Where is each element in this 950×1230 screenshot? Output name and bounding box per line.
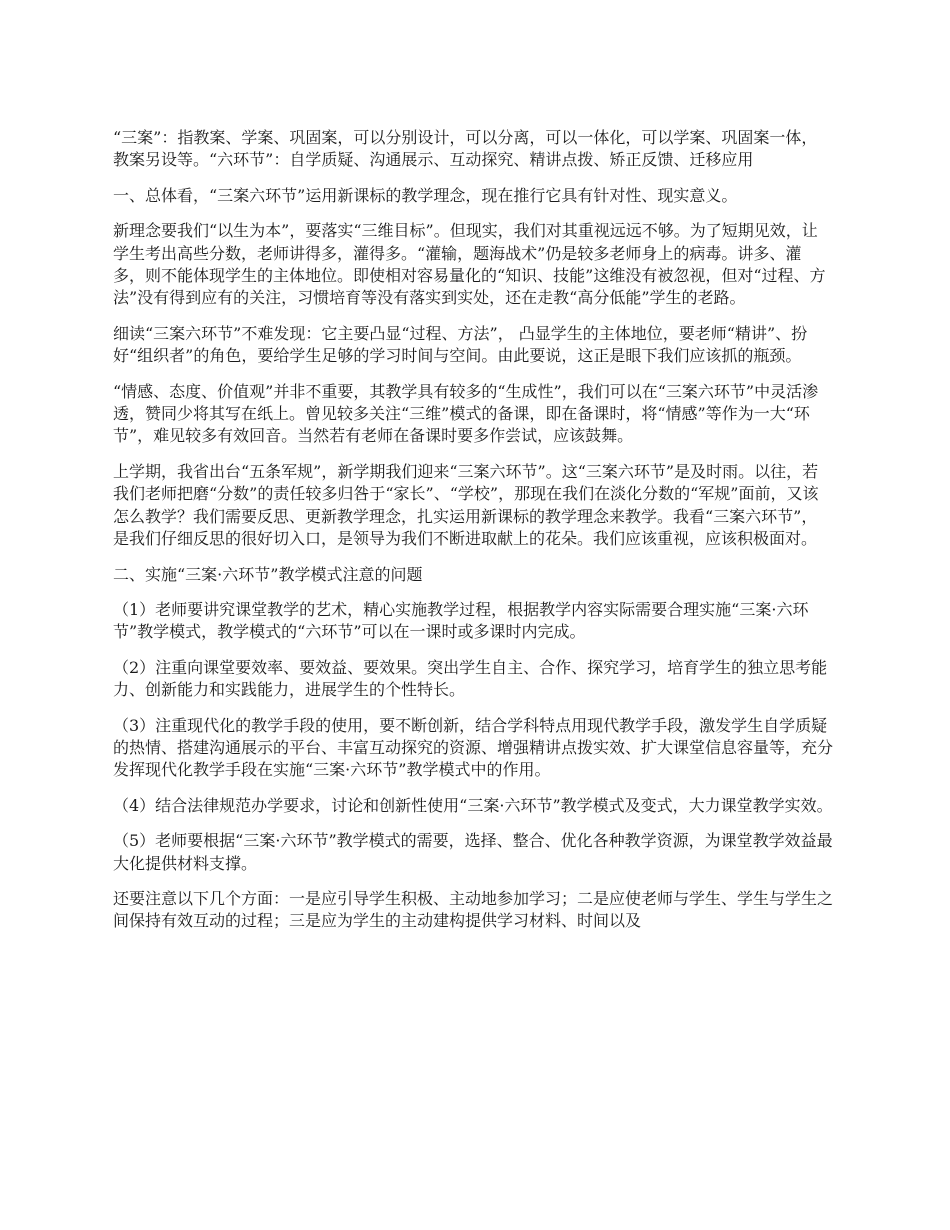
document-body — [113, 127, 833, 946]
paragraph-emotion-attitude: “情感、态度、价值观”并非不重要，其教学具有较多的“生成性”，我们可以在“三案六环节”中灵活渗透，赞同少将其写在纸上。曾见较多关注“三维”模式的备课，即在备课时，将“情感”等作为一大“环节”，难见较多有效回音。当然若有老师在备课时要多作尝试，应该鼓舞。 — [113, 381, 819, 446]
list-item-1: （1）老师要讲究课堂教学的艺术，精心实施教学过程，根据教学内容实际需要合理实施“三案·六环节”教学模式，教学模式的“六环节”可以在一课时或多课时内完成。 — [113, 599, 809, 642]
list-item-2: （2）注重向课堂要效率、要效益、要效果。突出学生自主、合作、探究学习，培育学生的独立思考能力、创新能力和实践能力，进展学生的个性特长。 — [113, 657, 828, 700]
heading-section-one: 一、总体看，“三案六环节”运用新课标的教学理念，现在推行它具有针对性、现实意义。 — [113, 185, 738, 205]
paragraph-additional-notes: 还要注意以下几个方面：一是应引导学生积极、主动地参加学习；二是应使老师与学生、学生与学生之间保持有效互动的过程；三是应为学生的主动建构提供学习材料、时间以及 — [113, 888, 834, 931]
list-item-5: （5）老师要根据“三案·六环节”教学模式的需要，选择、整合、优化各种教学资源，为课堂教学效益最大化提供材料支撑。 — [113, 831, 833, 873]
list-item-4: （4）结合法律规范办学要求，讨论和创新性使用“三案·六环节”教学模式及变式，大力课堂教学实效。 — [113, 795, 833, 815]
paragraph-last-semester: 上学期，我省出台“五条军规”，新学期我们迎来“三案六环节”。这“三案六环节”是及时雨。以往，若我们老师把磨“分数”的责任较多归咎于“家长”、“学校”，那现在我们在淡化分数的“军规”面前，又该怎么教学？我们需要反思、更新教学理念，扎实运用新课标的教学理念来教学。我看“三案六环节”，是我们仔细反思的很好切入口，是领导为我们不断进取献上的花朵。我们应该重视，应该积极面对。 — [113, 461, 819, 549]
paragraph-definition: “三案”：指教案、学案、巩固案，可以分别设计，可以分离，可以一体化，可以学案、巩固案一体，教案另设等。“六环节”：自学质疑、沟通展示、互动探究、精讲点拨、矫正反馈、迁移应用 — [113, 128, 818, 170]
paragraph-close-reading: 细读“三案六环节”不难发现：它主要凸显“过程、方法”， 凸显学生的主体地位，要老师“精讲”、扮好“组织者”的角色，要给学生足够的学习时间与空间。由此要说，这正是眼下我们应该抓的瓶颈。 — [113, 323, 808, 366]
list-item-3: （3）注重现代化的教学手段的使用，要不断创新，结合学科特点用现代教学手段，激发学生自学质疑的热情、搭建沟通展示的平台、丰富互动探究的资源、增强精讲点拨实效、扩大课堂信息容量等，充分发挥现代化教学手段在实施“三案·六环节”教学模式中的作用。 — [113, 715, 834, 780]
paragraph-new-concept: 新理念要我们“以生为本”，要落实“三维目标”。但现实，我们对其重视远远不够。为了短期见效，让学生考出高些分数，老师讲得多，灌得多。“灌输，题海战术”仍是较多老师身上的病毒。讲多、灌多，则不能体现学生的主体地位。即使相对容易量化的“知识、技能”这维没有被忽视，但对“过程、方法”没有得到应有的关注，习惯培育等没有落实到实处，还在走教“高分低能”学生的老路。 — [113, 221, 826, 308]
heading-section-two: 二、实施“三案·六环节”教学模式注意的问题 — [113, 564, 423, 584]
